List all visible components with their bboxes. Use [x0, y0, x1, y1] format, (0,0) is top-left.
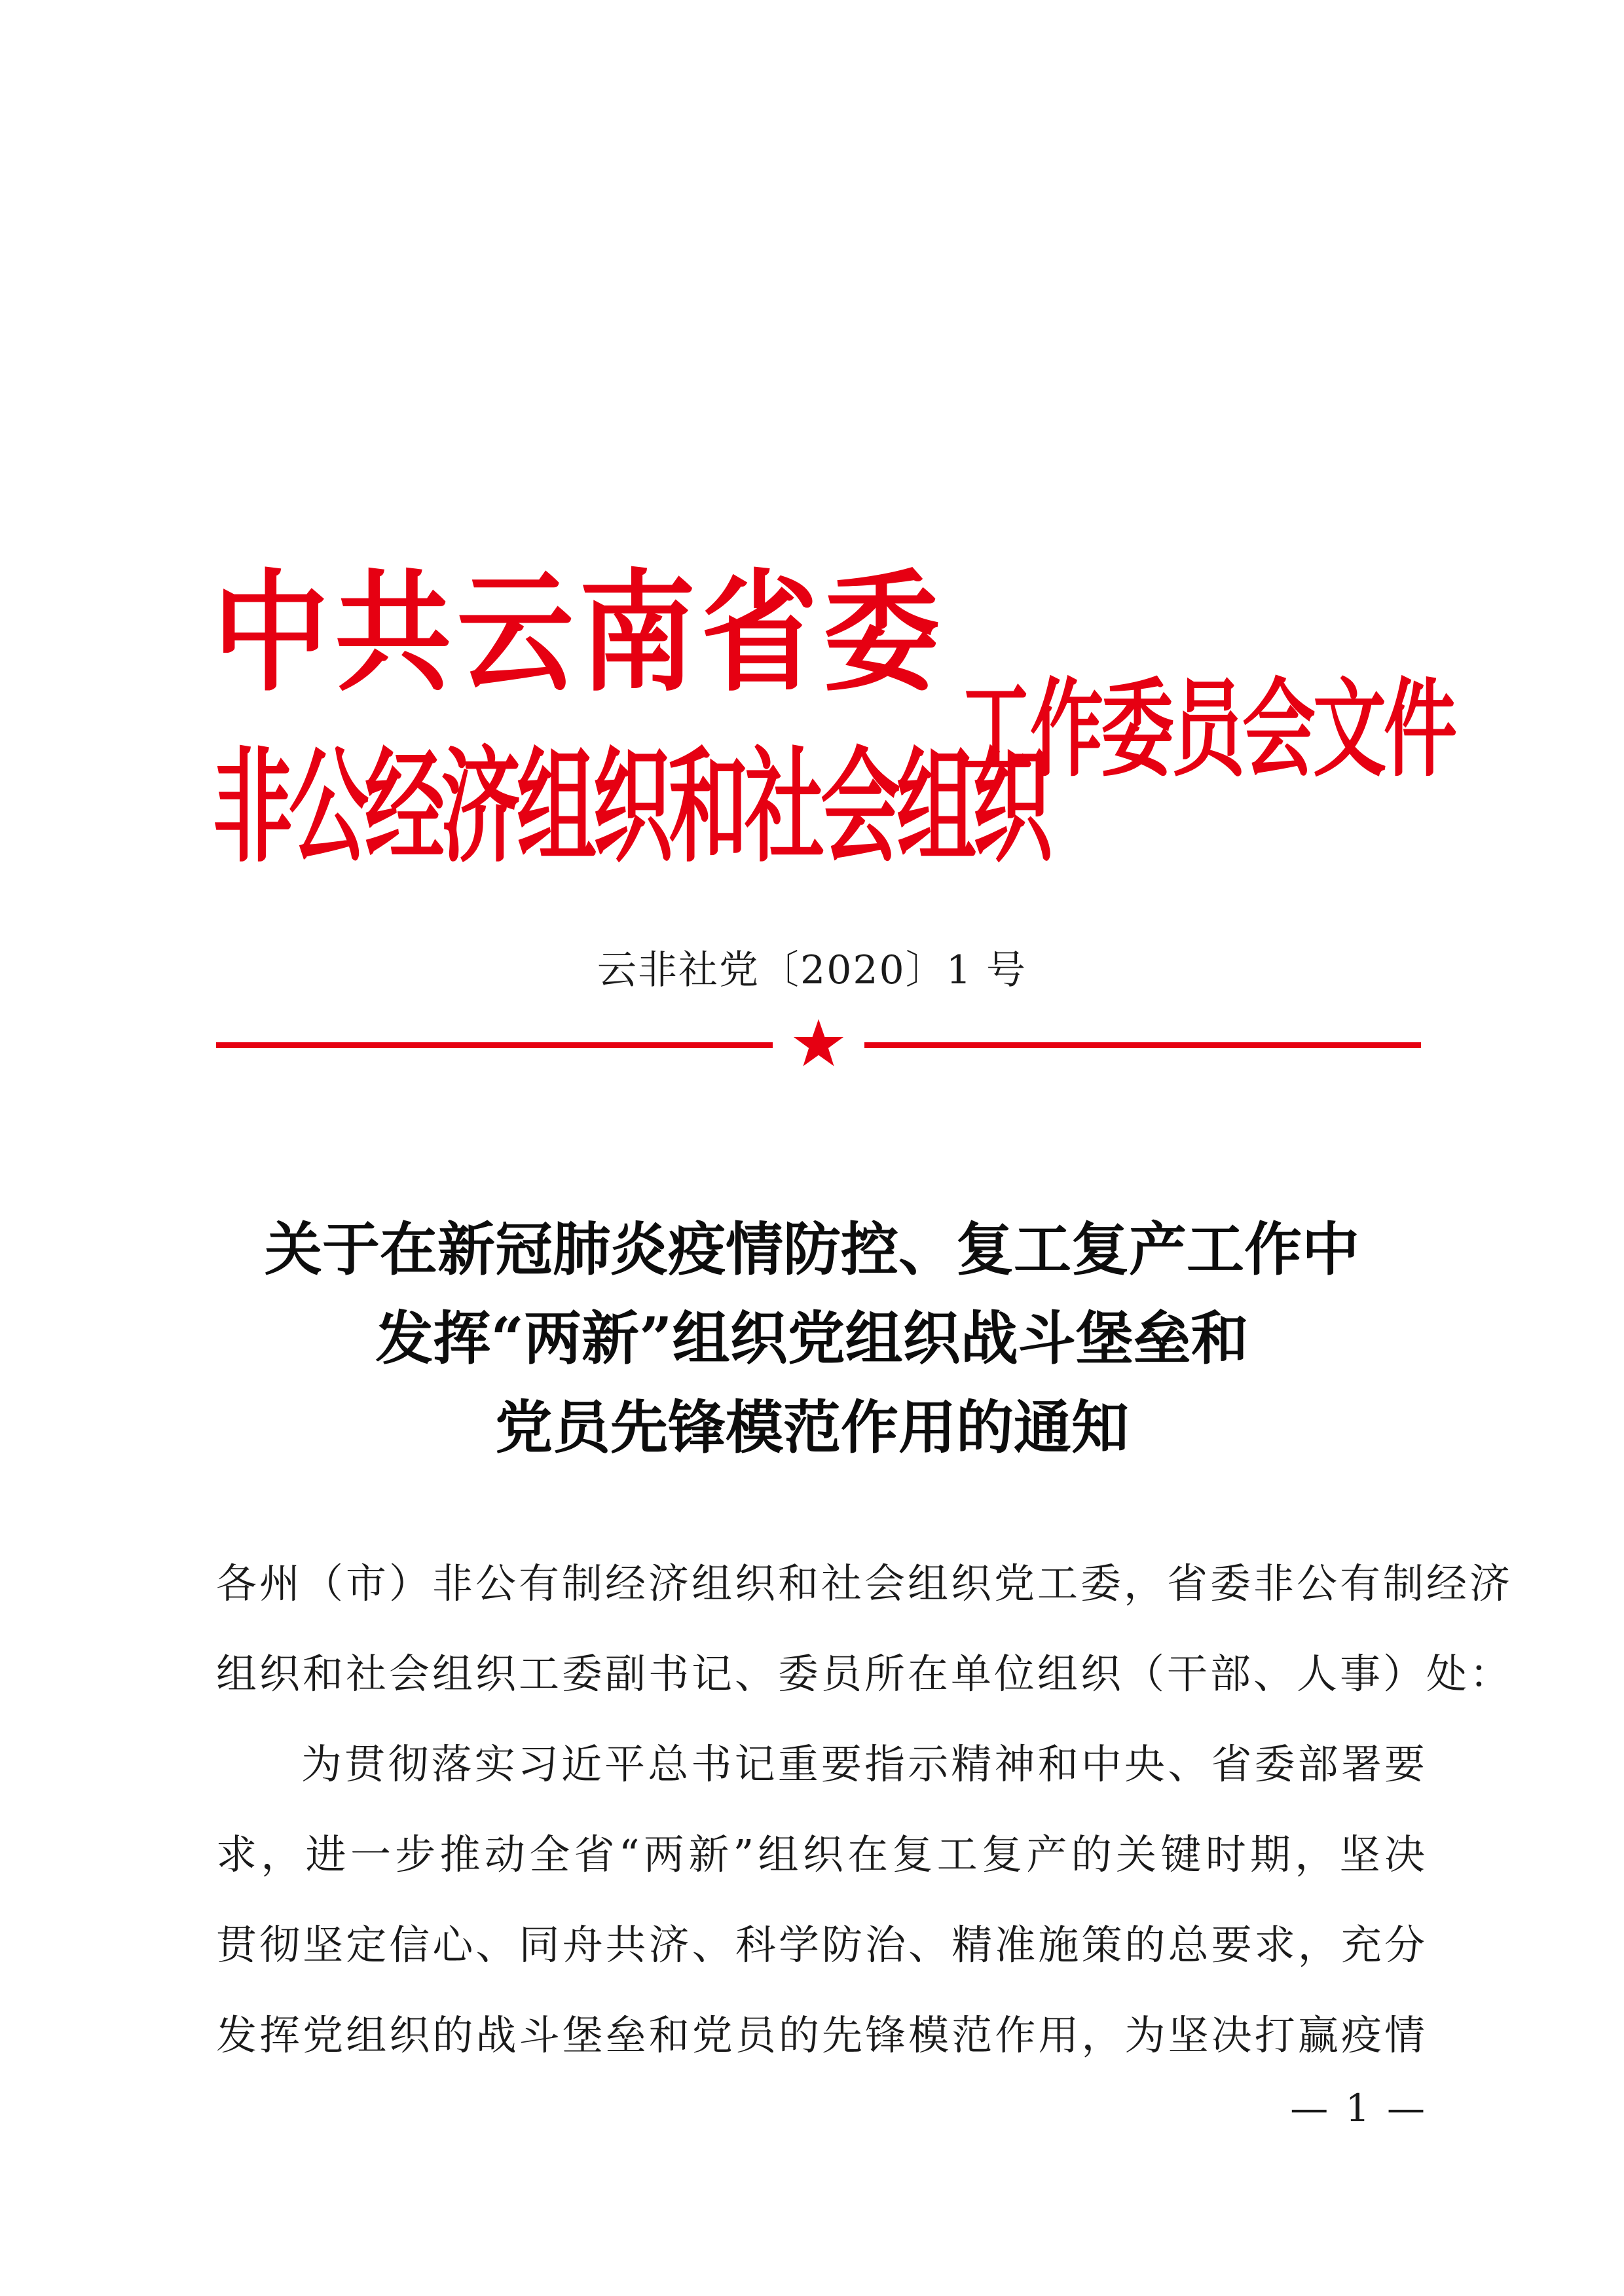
addressee-line: 组织和社会组织工委副书记、委员所在单位组织（干部、人事）处：	[216, 1650, 1513, 1698]
masthead-char: 云	[456, 557, 574, 709]
addressee-line: 各州（市）非公有制经济组织和社会组织党工委，省委非公有制经济	[216, 1559, 1513, 1607]
page-number: — 1 —	[1290, 2086, 1428, 2130]
masthead-char: 省	[701, 557, 818, 709]
divider-rule-right	[864, 1042, 1421, 1048]
title-line: 关于在新冠肺炎疫情防控、复工复产工作中	[264, 1215, 1359, 1283]
masthead-char: 中	[213, 557, 329, 709]
masthead-char: 委	[822, 557, 940, 709]
title-line: 发挥“两新”组织党组织战斗堡垒和	[375, 1304, 1249, 1372]
paragraph-line: 贯彻坚定信心、同舟共济、科学防治、精准施策的总要求，充分	[216, 1921, 1428, 1969]
paragraph-line: 发挥党组织的战斗堡垒和党员的先锋模范作用，为坚决打赢疫情	[216, 2011, 1428, 2059]
masthead-char: 共	[335, 557, 452, 709]
masthead	[213, 556, 1454, 880]
masthead-line2: 非公经济组织和社会组织	[213, 735, 1048, 880]
red-star-icon	[792, 1018, 845, 1070]
paragraph-line: 求，进一步推动全省“两新”组织在复工复产的关键时期，坚决	[216, 1831, 1428, 1878]
document-title	[196, 1205, 1428, 1472]
divider-rule-left	[216, 1042, 773, 1048]
paragraph-line: 为贯彻落实习近平总书记重要指示精神和中央、省委部署要	[301, 1740, 1428, 1788]
masthead-right: 工作委员会文件	[959, 668, 1454, 792]
title-line: 党员先锋模范作用的通知	[494, 1393, 1129, 1461]
masthead-char: 南	[579, 557, 696, 709]
document-number: 云非社党〔2020〕1 号	[597, 947, 1027, 993]
document-body	[216, 1539, 1513, 2081]
red-divider	[216, 1018, 1421, 1070]
masthead-line1	[213, 556, 940, 710]
